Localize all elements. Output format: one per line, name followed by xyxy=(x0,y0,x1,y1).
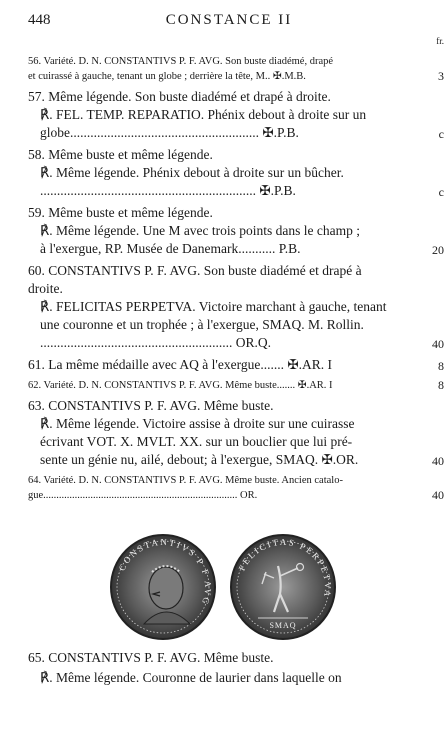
coin-obverse-legend: CONSTANTIVS P F AVG xyxy=(116,536,214,608)
entry-line: 57. Même légende. Son buste diadémé et drapé à droite. xyxy=(28,89,331,104)
page-number: 448 xyxy=(28,12,51,28)
entry-line: 58. Même buste et même légende. xyxy=(28,147,213,162)
price-column-label: fr. xyxy=(436,36,444,46)
continued-entry xyxy=(28,648,392,688)
entry-line: ℟. Même légende. Phénix debout à droite sur un bûcher. xyxy=(40,165,344,180)
entry-price: 3 xyxy=(438,69,444,83)
entry-price: 40 xyxy=(432,454,444,468)
entry-price: 8 xyxy=(438,378,444,392)
entry-line: 59. Même buste et même légende. xyxy=(28,205,213,220)
entry-line: 62. Variété. D. N. CONSTANTIVS P. F. AVG. Même buste....... ✠.AR. I xyxy=(28,380,333,391)
catalogue-entries xyxy=(28,54,444,507)
entry-line: 56. Variété. D. N. CONSTANTIVS P. F. AVG. Son buste diadémé, drapé xyxy=(28,56,334,67)
entry-line: 64. Variété. D. N. CONSTANTIVS P. F. AVG. Même buste. Ancien catalo- xyxy=(28,475,343,486)
catalogue-entry xyxy=(28,378,444,393)
entry-line: ℟. Même légende. Une M avec trois points dans le champ ; xyxy=(40,223,361,238)
entry-line: droite. xyxy=(28,281,63,296)
entry-price: c xyxy=(438,127,444,141)
entry-line: écrivant VOT. X. MVLT. XX. sur un bouclier que lui pré- xyxy=(40,434,353,449)
entry-line: 63. CONSTANTIVS P. F. AVG. Même buste. xyxy=(28,398,274,413)
catalogue-entry xyxy=(28,146,444,200)
catalogue-entry xyxy=(28,54,444,84)
entry-price: 8 xyxy=(438,359,444,373)
entry-line: et cuirassé à gauche, tenant un globe ; derrière la tête, M.. ✠.M.B. xyxy=(28,71,306,82)
catalogue-entry xyxy=(28,88,444,142)
entry-line: 65. CONSTANTIVS P. F. AVG. Même buste. xyxy=(28,650,274,665)
page-title: CONSTANCE II xyxy=(165,12,293,28)
catalogue-entry xyxy=(28,356,444,374)
entry-line: 60. CONSTANTIVS P. F. AVG. Son buste diadémé et drapé à xyxy=(28,263,362,278)
entry-price: 40 xyxy=(432,337,444,351)
entry-line: sente un génie nu, ailé, debout; à l'exergue, SMAQ. ✠.OR. xyxy=(40,452,359,467)
catalogue-entry xyxy=(28,204,444,258)
entry-price: c xyxy=(438,185,444,199)
coin-reverse-legend: FELICITAS PERPETVA xyxy=(236,536,334,600)
coin-obverse-image xyxy=(108,532,218,642)
catalogue-entry xyxy=(28,262,444,352)
entry-line: ℟. FEL. TEMP. REPARATIO. Phénix debout à droite sur un xyxy=(40,107,367,122)
coin-illustrations xyxy=(0,532,446,642)
entry-price: 20 xyxy=(432,243,444,257)
entry-line: globe........................................................ ✠.P.B. xyxy=(40,125,299,140)
entry-price: 40 xyxy=(432,488,444,502)
catalogue-entry xyxy=(28,473,444,503)
entry-line: ℟. FELICITAS PERPETVA. Victoire marchant à gauche, tenant xyxy=(40,299,387,314)
entry-line: ℟. Même légende. Couronne de laurier dans laquelle on xyxy=(40,670,342,685)
entry-line: 61. La même médaille avec AQ à l'exergue....... ✠.AR. I xyxy=(28,357,333,372)
coin-reverse-image xyxy=(228,532,338,642)
entry-line: ................................................................ ✠.P.B. xyxy=(40,183,296,198)
page-header xyxy=(28,6,430,30)
coin-reverse-exergue: SMAQ xyxy=(269,621,297,630)
entry-line: à l'exergue, RP. Musée de Danemark........... P.B. xyxy=(40,241,301,256)
catalogue-entry xyxy=(28,397,444,469)
entry-line: une couronne et un trophée ; à l'exergue, SMAQ. M. Rollin. xyxy=(40,317,364,332)
entry-line: ......................................................... OR.Q. xyxy=(40,335,272,350)
entry-line: ℟. Même légende. Victoire assise à droite sur une cuirasse xyxy=(40,416,355,431)
entry-line: gue.......................................................................... OR. xyxy=(28,490,258,501)
